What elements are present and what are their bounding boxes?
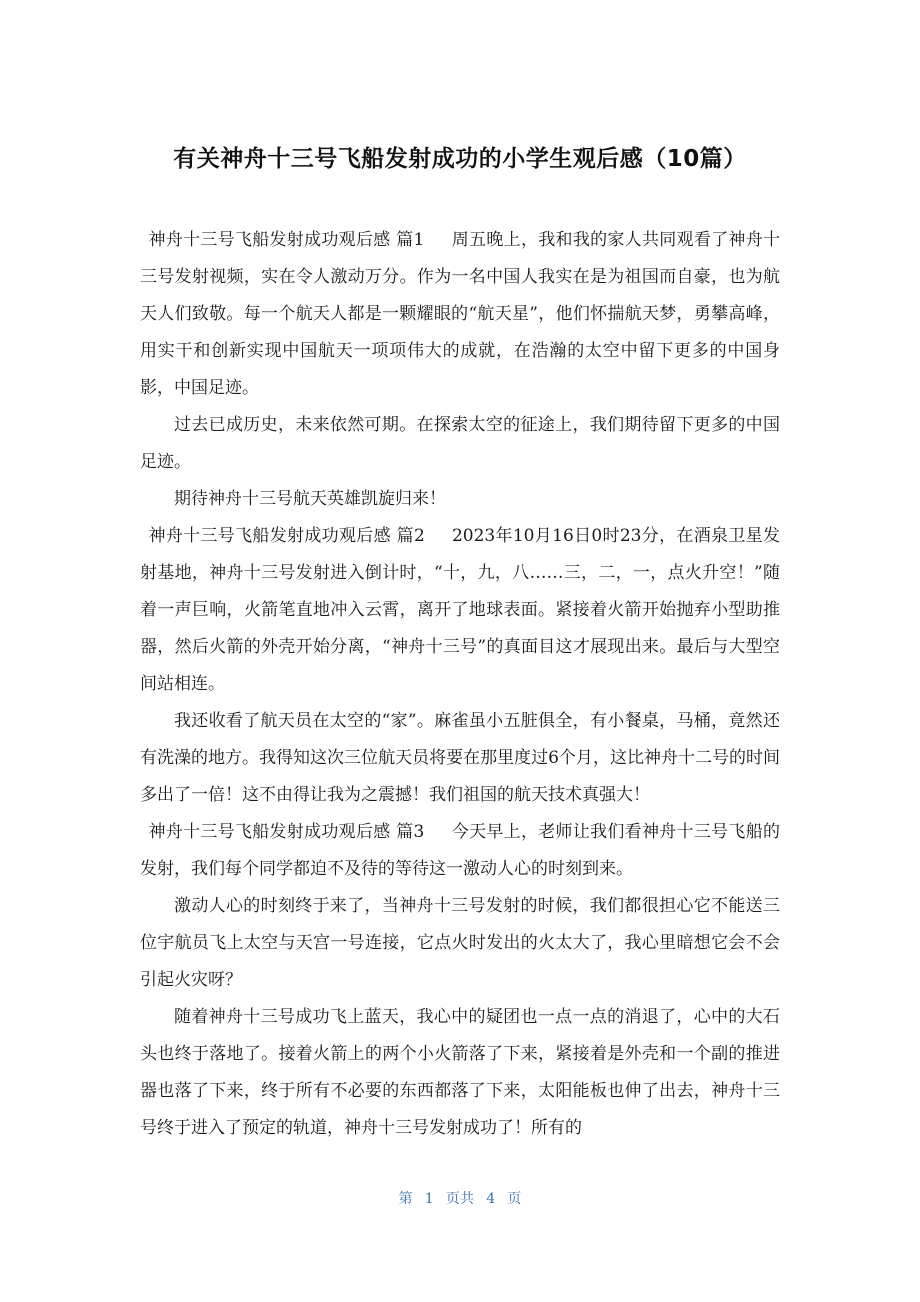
paragraph-text: 今天早上，老师让我们看神舟十三号飞船的发射，我们每个同学都迫不及待的等待这一激动人心的时刻到来。	[140, 822, 780, 879]
paragraph-text: 激动人心的时刻终于来了，当神舟十三号发射的时候，我们都很担心它不能送三位宇航员飞上太空与天宫一号连接，它点火时发出的火太大了，我心里暗想它会不会引起火灾呀？	[140, 896, 780, 990]
paragraph-text: 期待神舟十三号航天英雄凯旋归来！	[174, 489, 446, 509]
paragraph-text: 周五晚上，我和我的家人共同观看了神舟十三号发射视频，实在令人激动万分。作为一名中国人我实在是为祖国而自豪，也为航天人们致敬。每一个航天人都是一颗耀眼的“航天星”，他们怀揣航天梦，勇攀高峰，用实干和创新实现中国航天一项项伟大的成就，在浩瀚的太空中留下更多的中国身影，中国足迹。	[140, 230, 780, 398]
paragraph-text: 随着神舟十三号成功飞上蓝天，我心中的疑团也一点一点的消退了，心中的大石头也终于落地了。接着火箭上的两个小火箭落了下来，紧接着是外壳和一个副的推进器也落了下来，终于所有不必要的东西都落了下来，太阳能板也伸了出去，神舟十三号终于进入了预定的轨道，神舟十三号发射成功了！所有的	[140, 1007, 780, 1138]
footer-current-page: 1	[424, 1191, 434, 1207]
paragraph	[140, 222, 780, 407]
page-footer	[0, 1188, 920, 1208]
section-title: 神舟十三号飞船发射成功观后感 篇1	[148, 230, 425, 250]
paragraph	[140, 999, 780, 1147]
section-title: 神舟十三号飞船发射成功观后感 篇2	[148, 526, 425, 546]
paragraph-text: 2023年10月16日0时23分，在酒泉卫星发射基地，神舟十三号发射进入倒计时，“十，九，八……三，二，一，点火升空！”随着一声巨响，火箭笔直地冲入云霄，离开了地球表面。紧接着火箭开始抛弃小型助推器，然后火箭的外壳开始分离，“神舟十三号”的真面目这才展现出来。最后与大型空间站相连。	[140, 526, 780, 694]
paragraph	[140, 888, 780, 999]
paragraph	[140, 407, 780, 481]
document-title: 有关神舟十三号飞船发射成功的小学生观后感（10篇）	[173, 146, 747, 172]
paragraph	[140, 703, 780, 814]
footer-page-sep: 页共	[445, 1191, 475, 1207]
paragraph-text: 过去已成历史，未来依然可期。在探索太空的征途上，我们期待留下更多的中国足迹。	[140, 415, 780, 472]
footer-page-suffix: 页	[507, 1191, 522, 1207]
paragraph	[140, 518, 780, 703]
paragraph	[140, 814, 780, 888]
document-body	[140, 222, 780, 1147]
footer-total-pages: 4	[486, 1191, 496, 1207]
paragraph-text: 我还收看了航天员在太空的“家”。麻雀虽小五脏俱全，有小餐桌，马桶，竟然还有洗澡的地方。我得知这次三位航天员将要在那里度过6个月，这比神舟十二号的时间多出了一倍！这不由得让我为之震撼！我们祖国的航天技术真强大！	[140, 711, 780, 805]
footer-page-label: 第	[398, 1191, 413, 1207]
section-title: 神舟十三号飞船发射成功观后感 篇3	[148, 822, 425, 842]
paragraph	[140, 481, 780, 518]
